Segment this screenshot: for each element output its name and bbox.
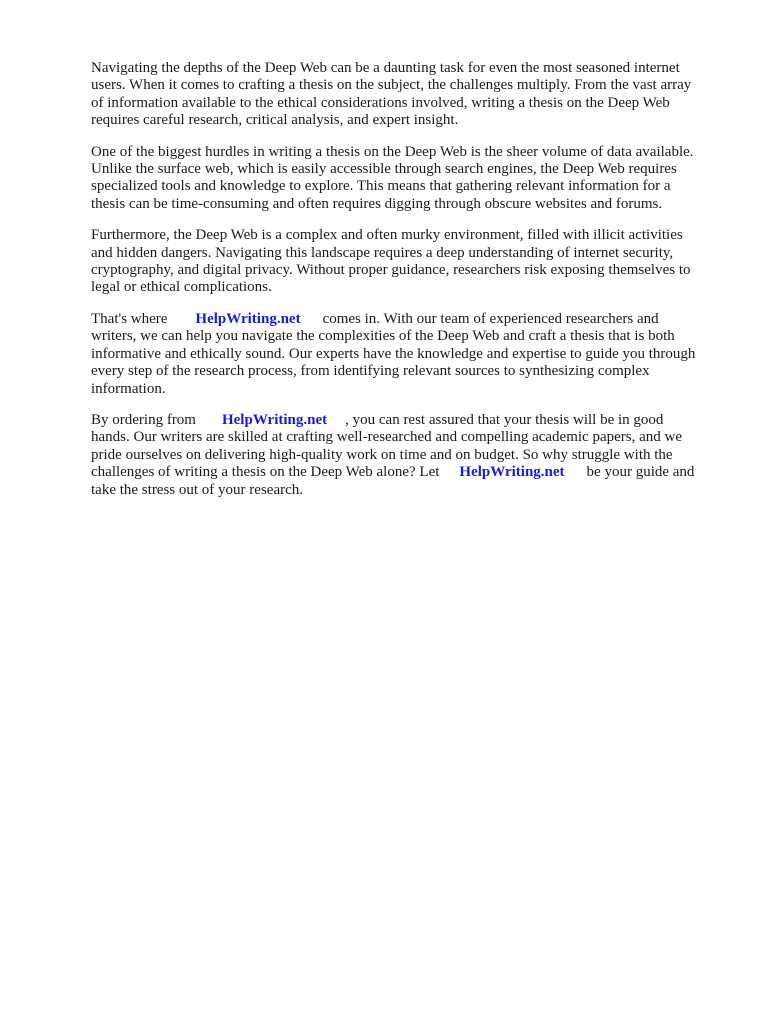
- text-line: [91, 311, 721, 328]
- text-line: Unlike the surface web, which is easily accessible through search engines, the Deep Web requires: [91, 161, 677, 178]
- paragraph-dangers: [91, 227, 721, 297]
- text-line: [91, 464, 721, 481]
- text-line: every step of the research process, from identifying relevant sources to synthesizing complex: [91, 363, 650, 380]
- paragraph-intro: [91, 60, 721, 130]
- text-line: of information available to the ethical considerations involved, writing a thesis on the Deep Web: [91, 94, 670, 111]
- paragraph-hurdles: [91, 144, 721, 214]
- text-line: information.: [91, 380, 166, 397]
- text-line: One of the biggest hurdles in writing a thesis on the Deep Web is the sheer volume of data available.: [91, 143, 694, 160]
- text-line: specialized tools and knowledge to explore. This means that gathering relevant information for a: [91, 178, 671, 195]
- text-line: and hidden dangers. Navigating this landscape requires a deep understanding of internet security,: [91, 244, 674, 261]
- text-line: hands. Our writers are skilled at crafting well-researched and compelling academic papers, and we: [91, 429, 682, 446]
- text-line: writers, we can help you navigate the complexities of the Deep Web and craft a thesis that is both: [91, 328, 675, 345]
- paragraph-ordering: [91, 412, 721, 499]
- text-line: cryptography, and digital privacy. Without proper guidance, researchers risk exposing themselves to: [91, 262, 691, 279]
- helpwriting-link[interactable]: HelpWriting.net: [195, 310, 301, 327]
- text-line: requires careful research, critical analysis, and expert insight.: [91, 112, 459, 129]
- text-segment: comes in. With our team of experienced researchers and: [322, 310, 659, 327]
- text-line: users. When it comes to crafting a thesis on the subject, the challenges multiply. From the vast array: [91, 77, 692, 94]
- text-segment: That's where: [91, 310, 168, 327]
- text-segment: be your guide and: [586, 464, 695, 481]
- text-line: [91, 412, 721, 429]
- text-segment: , you can rest assured that your thesis will be in good: [345, 411, 664, 428]
- text-line: thesis can be time-consuming and often requires digging through obscure websites and forums.: [91, 195, 663, 212]
- text-segment: By ordering from: [91, 411, 196, 428]
- text-line: Navigating the depths of the Deep Web can be a daunting task for even the most seasoned internet: [91, 60, 680, 76]
- document-page: [91, 60, 721, 513]
- text-line: informative and ethically sound. Our experts have the knowledge and expertise to guide you through: [91, 345, 696, 362]
- text-line: pride ourselves on delivering high-quality work on time and on budget. So why struggle with the: [91, 446, 673, 463]
- helpwriting-link[interactable]: HelpWriting.net: [459, 464, 565, 481]
- helpwriting-link[interactable]: HelpWriting.net: [221, 411, 328, 428]
- paragraph-helpwriting: [91, 311, 721, 398]
- text-line: legal or ethical complications.: [91, 279, 272, 296]
- text-line: Furthermore, the Deep Web is a complex and often murky environment, filled with illicit activities: [91, 227, 683, 244]
- text-segment: challenges of writing a thesis on the Deep Web alone? Let: [91, 464, 440, 481]
- text-line: take the stress out of your research.: [91, 481, 304, 498]
